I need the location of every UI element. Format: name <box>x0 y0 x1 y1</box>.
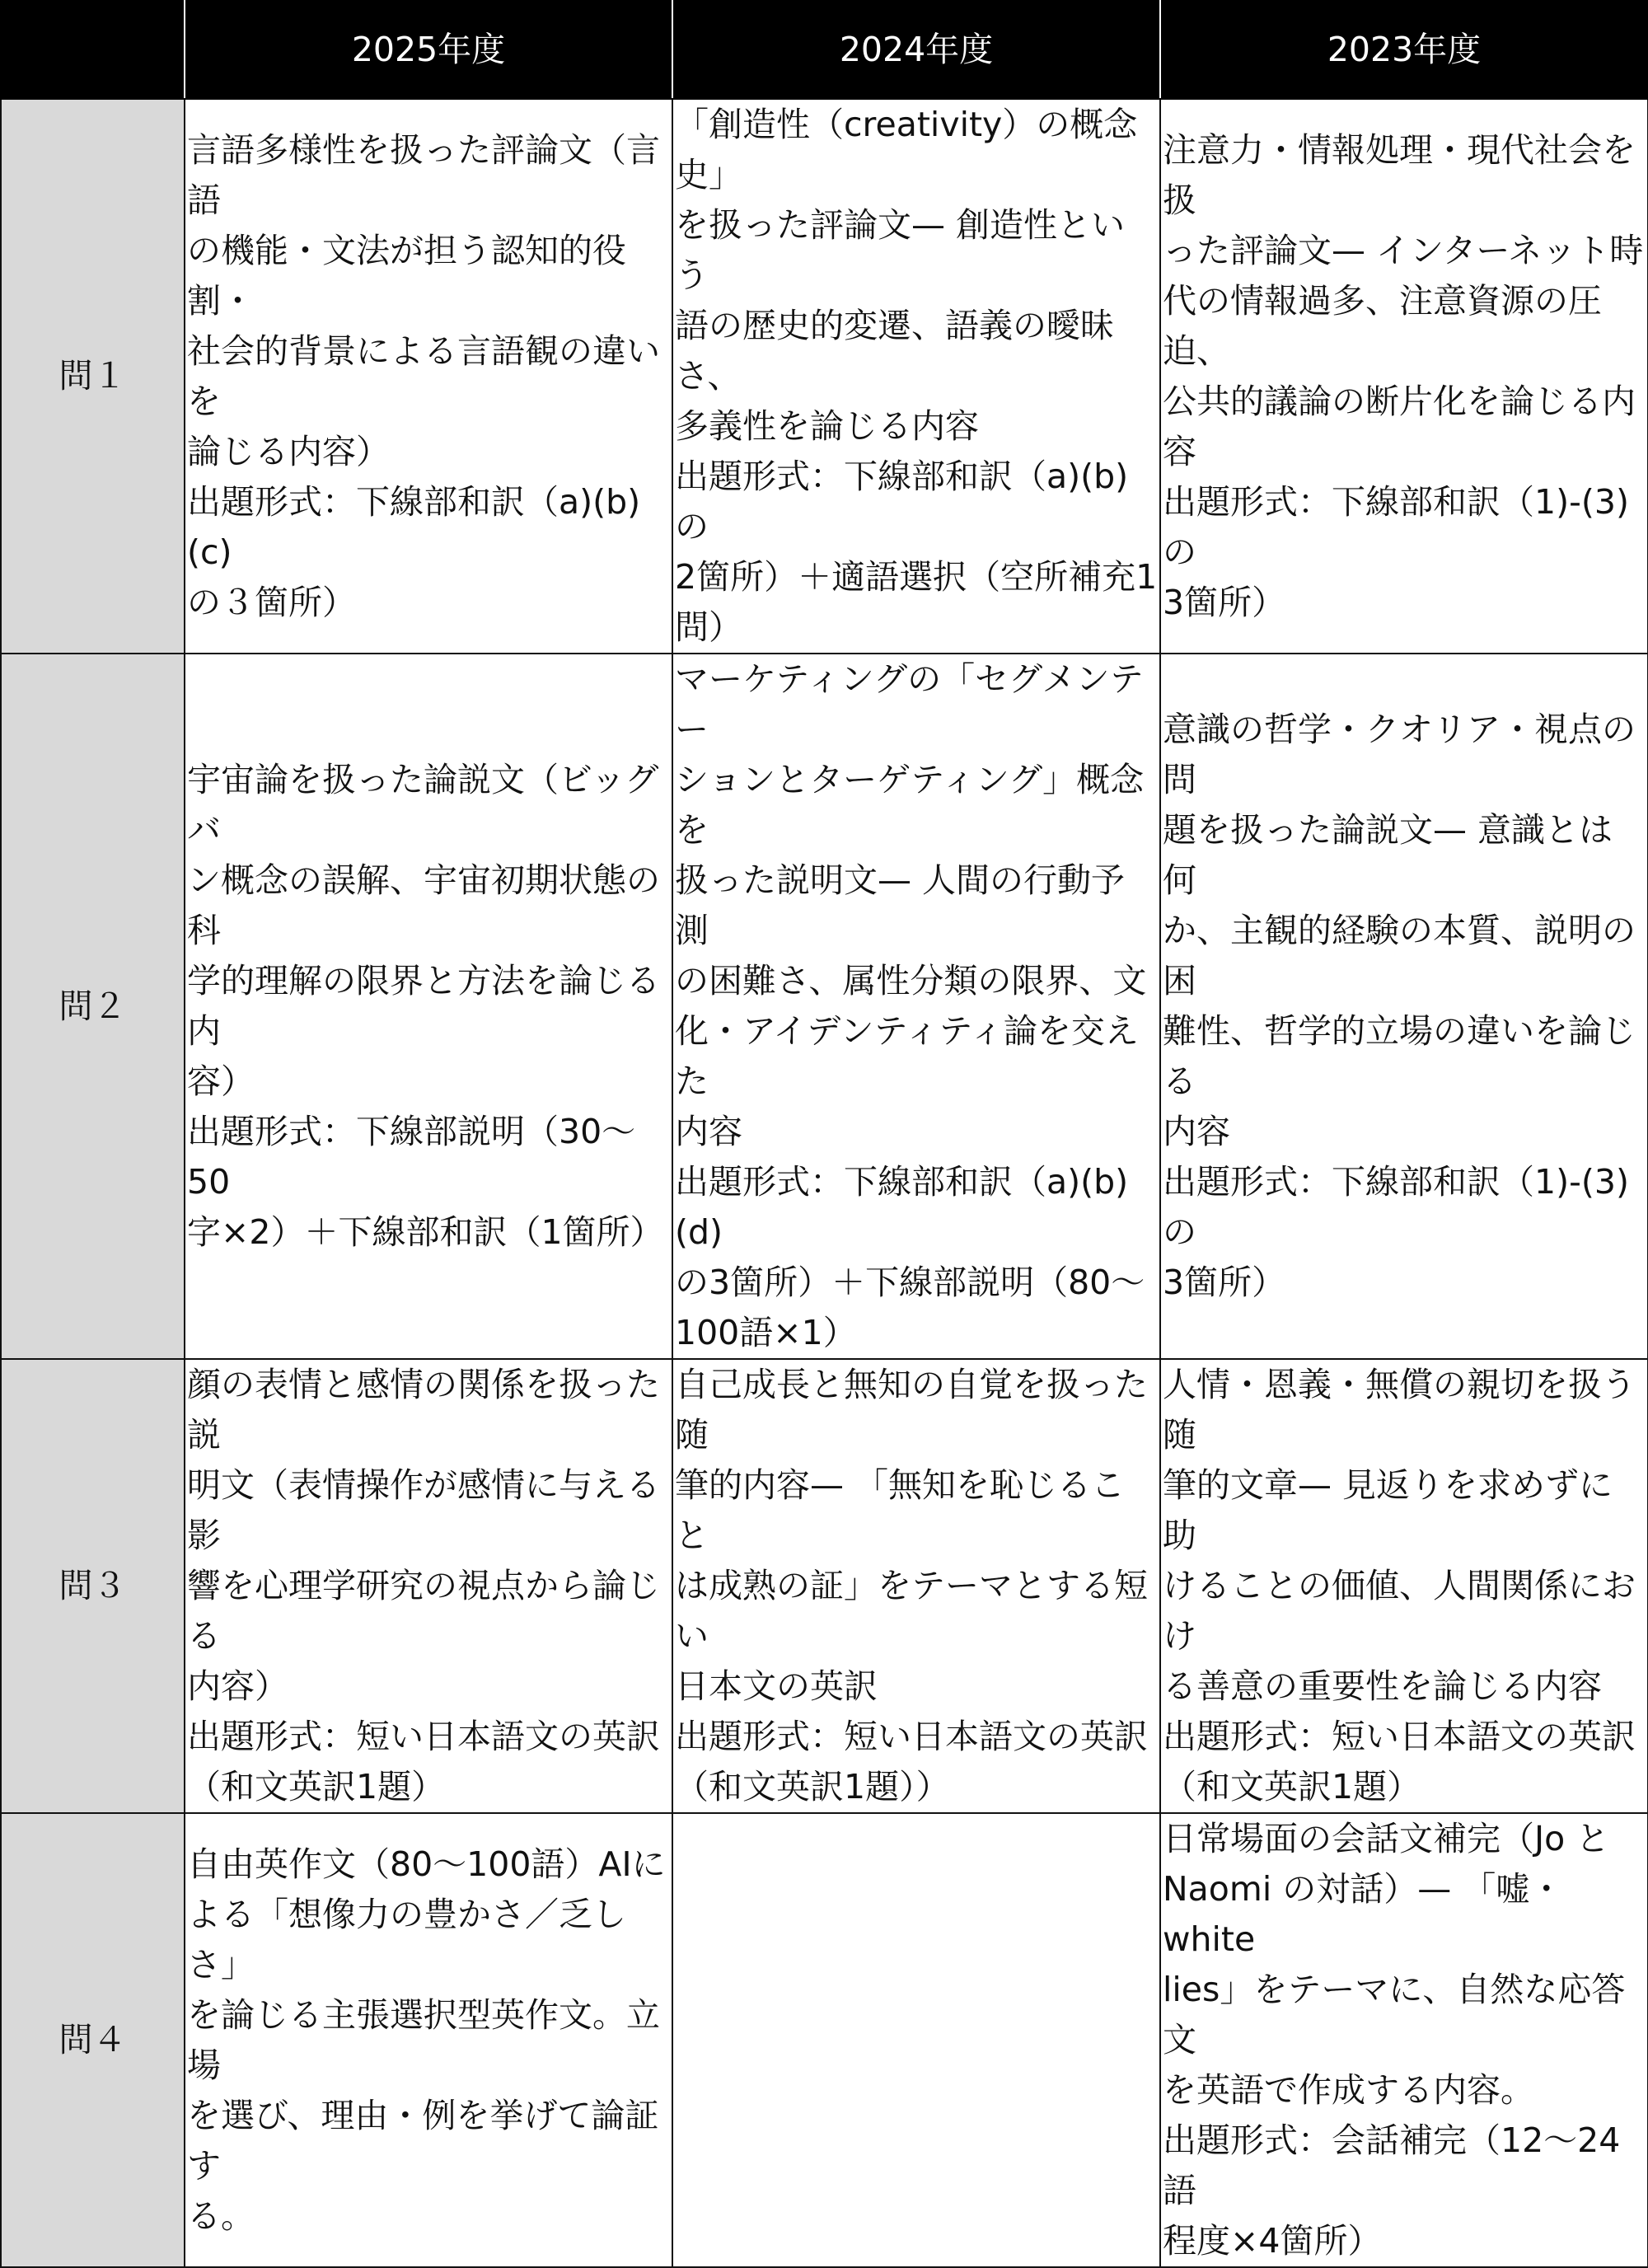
table-cell: 宇宙論を扱った論説文（ビッグバ ン概念の誤解、宇宙初期状態の科 学的理解の限界と方法を論じる内 容） 出題形式：下線部説明（30〜50 字×2）＋下線部和訳（1箇所） <box>185 654 672 1359</box>
table-cell: マーケティングの「セグメンテー ションとターゲティング」概念を 扱った説明文— 人間の行動予測 の困難さ、属性分類の限界、文 化・アイデンティティ論を交えた 内容 出題形式：下線部和訳（a)(b)(d) の3箇所）＋下線部説明（80〜 100語×1） <box>672 654 1160 1359</box>
table-cell: 自由英作文（80〜100語）AIに よる「想像力の豊かさ／乏しさ」 を論じる主張選択型英作文。立場 を選び、理由・例を挙げて論証す る。 <box>185 1813 672 2267</box>
table-row <box>1 99 1648 654</box>
row-label: 問１ <box>1 99 185 654</box>
table-cell: 言語多様性を扱った評論文（言語 の機能・文法が担う認知的役割・ 社会的背景による言語観の違いを 論じる内容） 出題形式：下線部和訳（a)(b)(c) の３箇所） <box>185 99 672 654</box>
table-cell: 意識の哲学・クオリア・視点の問 題を扱った論説文— 意識とは何 か、主観的経験の本質、説明の困 難性、哲学的立場の違いを論じる 内容 出題形式：下線部和訳（1)-(3) の 3箇所） <box>1160 654 1648 1359</box>
row-label: 問２ <box>1 654 185 1359</box>
header-corner <box>1 1 185 99</box>
header-year-2023: 2023年度 <box>1160 1 1648 99</box>
table-cell: 自己成長と無知の自覚を扱った随 筆的内容— 「無知を恥じること は成熟の証」をテーマとする短い 日本文の英訳 出題形式：短い日本語文の英訳 （和文英訳1題）） <box>672 1359 1160 1813</box>
table-row <box>1 654 1648 1359</box>
table-cell: 日常場面の会話文補完（Jo と Naomi の対話）— 「嘘・white lies」をテーマに、自然な応答文 を英語で作成する内容。 出題形式：会話補完（12〜24語 程度×4箇所） <box>1160 1813 1648 2267</box>
table-cell: 「創造性（creativity）の概念史」 を扱った評論文— 創造性という 語の歴史的変遷、語義の曖昧さ、 多義性を論じる内容 出題形式：下線部和訳（a)(b) の 2箇所）＋適語選択（空所補充1 問） <box>672 99 1160 654</box>
table-cell: 顔の表情と感情の関係を扱った説 明文（表情操作が感情に与える影 響を心理学研究の視点から論じる 内容） 出題形式：短い日本語文の英訳 （和文英訳1題） <box>185 1359 672 1813</box>
table-row <box>1 1359 1648 1813</box>
table-cell: 人情・恩義・無償の親切を扱う随 筆的文章— 見返りを求めずに助 けることの価値、人間関係におけ る善意の重要性を論じる内容 出題形式：短い日本語文の英訳 （和文英訳1題） <box>1160 1359 1648 1813</box>
header-year-2024: 2024年度 <box>672 1 1160 99</box>
table-cell-empty <box>672 1813 1160 2267</box>
row-label: 問３ <box>1 1359 185 1813</box>
header-year-2025: 2025年度 <box>185 1 672 99</box>
header-row <box>1 1 1648 99</box>
table-row <box>1 1813 1648 2267</box>
row-label: 問４ <box>1 1813 185 2267</box>
table-cell: 注意力・情報処理・現代社会を扱 った評論文— インターネット時 代の情報過多、注意資源の圧迫、 公共的議論の断片化を論じる内容 出題形式：下線部和訳（1)-(3) の 3箇所） <box>1160 99 1648 654</box>
